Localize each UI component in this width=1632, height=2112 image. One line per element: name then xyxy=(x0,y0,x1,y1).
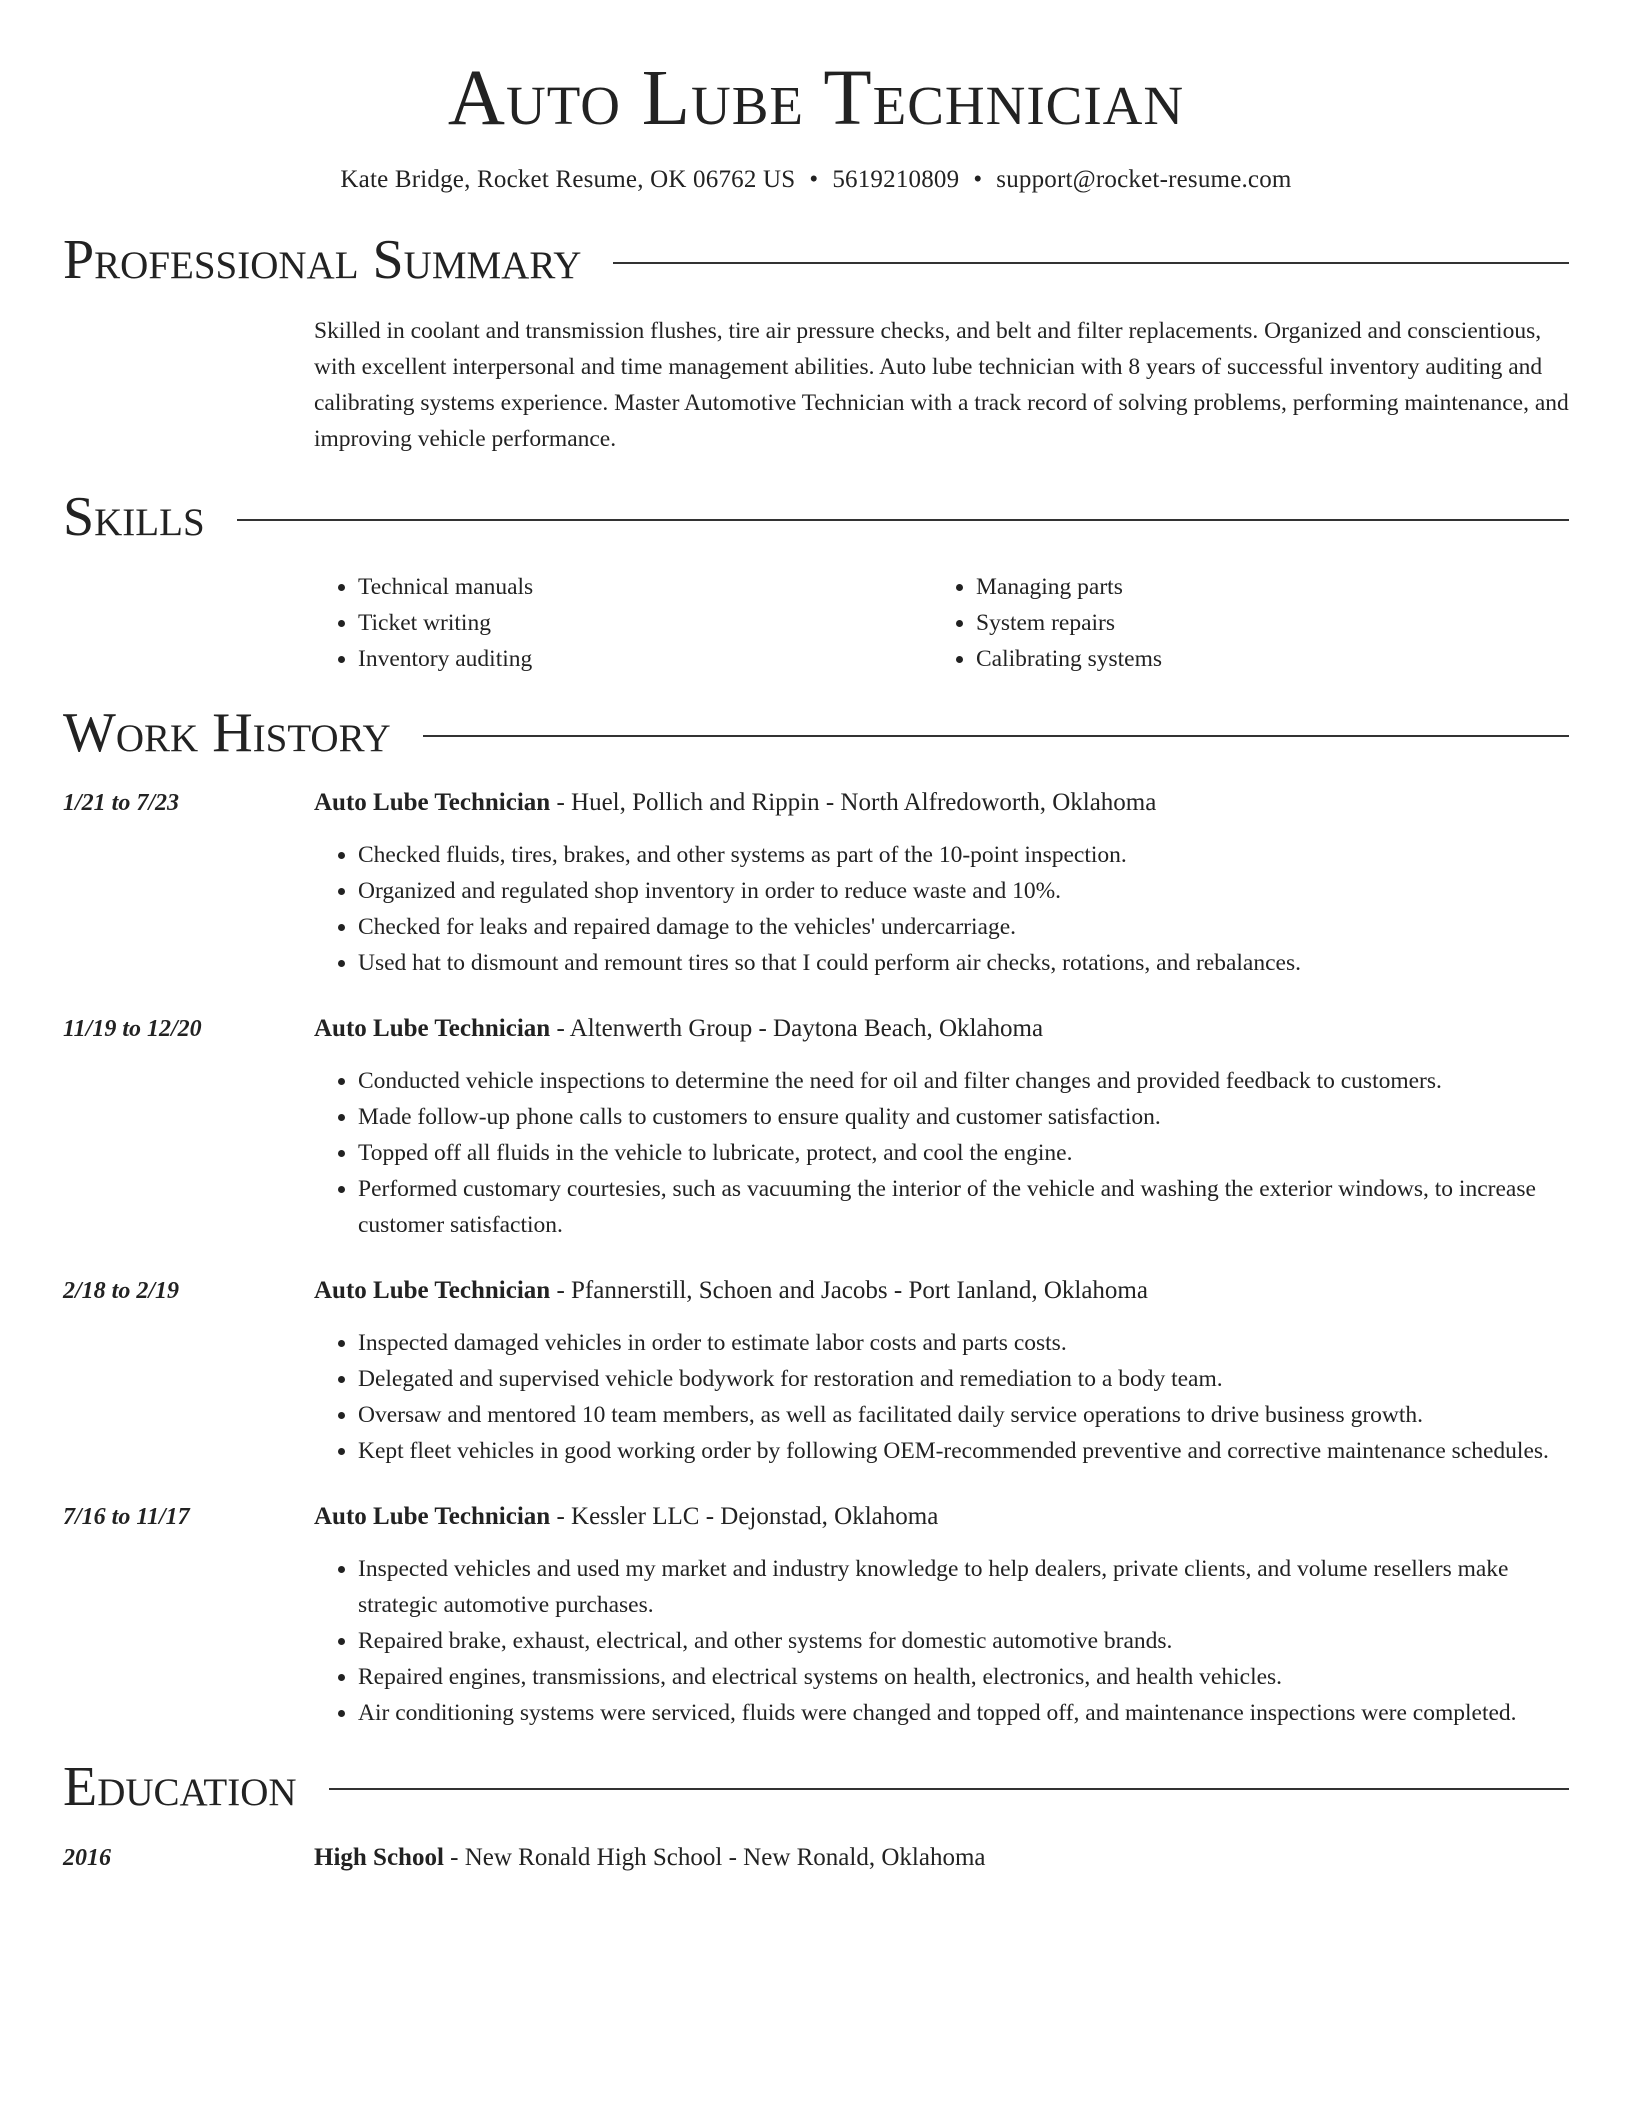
job-title: Auto Lube Technician xyxy=(314,1276,551,1304)
job-bullet: • Oversaw and mentored 10 team members, as well as facilitated daily service operations to drive business growth. xyxy=(358,1397,1569,1433)
summary-text: Skilled in coolant and transmission flushes, tire air pressure checks, and belt and filter replacements. Organized and conscientious, with excellent interpersonal and time management abilities. Auto lube technician with 8 years of successful inventory auditing and calibrating systems experience. Master Automotive Technician with a track record of solving problems, performing maintenance, and improving vehicle performance. xyxy=(314,318,1569,453)
job-date: 11/19 to 12/20 xyxy=(63,1015,202,1042)
job-bullets xyxy=(314,1063,1569,1243)
job-detail xyxy=(314,1273,1569,1469)
job-bullets xyxy=(314,1325,1569,1469)
section-divider xyxy=(423,735,1569,737)
work-section-header xyxy=(63,703,1569,765)
job-entry xyxy=(63,1499,1569,1731)
section-divider xyxy=(613,262,1569,264)
skills-section-title: Skills xyxy=(63,486,205,549)
skill-item: • Inventory auditing xyxy=(358,641,932,677)
contact-separator: • xyxy=(973,165,983,193)
job-entry xyxy=(63,785,1569,981)
contact-email: support@rocket-resume.com xyxy=(996,165,1292,193)
job-bullet: • Inspected damaged vehicles in order to estimate labor costs and parts costs. xyxy=(358,1325,1569,1361)
contact-address: Kate Bridge, Rocket Resume, OK 06762 US xyxy=(340,165,796,193)
job-heading xyxy=(314,1273,1569,1309)
job-bullet: • Inspected vehicles and used my market and industry knowledge to help dealers, private clients, and volume resellers make strategic automotive purchases. xyxy=(358,1551,1569,1623)
job-bullet: • Made follow-up phone calls to customers to ensure quality and customer satisfaction. xyxy=(358,1099,1569,1135)
job-detail xyxy=(314,1499,1569,1731)
job-company: - Pfannerstill, Schoen and Jacobs - Port Ianland, Oklahoma xyxy=(550,1276,1148,1304)
contact-separator: • xyxy=(809,165,819,193)
skill-item: • Ticket writing xyxy=(358,605,932,641)
job-heading xyxy=(314,1499,1569,1535)
job-bullet: • Used hat to dismount and remount tires so that I could perform air checks, rotations, and rebalances. xyxy=(358,945,1569,981)
job-date: 7/16 to 11/17 xyxy=(63,1503,190,1530)
education-detail xyxy=(314,1840,1569,1876)
education-degree: High School xyxy=(314,1844,444,1872)
job-heading xyxy=(314,785,1569,821)
work-section-title: Work History xyxy=(63,701,391,764)
job-company: - Huel, Pollich and Rippin - North Alfredoworth, Oklahoma xyxy=(550,788,1157,816)
job-date: 1/21 to 7/23 xyxy=(63,789,180,816)
skills-list xyxy=(314,569,1569,677)
job-bullets xyxy=(314,837,1569,981)
skill-item: • Technical manuals xyxy=(358,569,932,605)
job-bullet: • Delegated and supervised vehicle bodywork for restoration and remediation to a body team. xyxy=(358,1361,1569,1397)
job-entry xyxy=(63,1011,1569,1243)
contact-phone: 5619210809 xyxy=(832,165,960,193)
job-bullet: • Organized and regulated shop inventory in order to reduce waste and 10%. xyxy=(358,873,1569,909)
job-title: Auto Lube Technician xyxy=(314,788,551,816)
job-bullet: • Repaired brake, exhaust, electrical, and other systems for domestic automotive brands. xyxy=(358,1623,1569,1659)
job-company: - Kessler LLC - Dejonstad, Oklahoma xyxy=(550,1502,939,1530)
job-detail xyxy=(314,785,1569,981)
skills-section-header xyxy=(63,487,1569,549)
contact-line xyxy=(63,166,1569,194)
skills-column-right xyxy=(932,569,1550,677)
job-title: Auto Lube Technician xyxy=(314,1502,551,1530)
job-date: 2/18 to 2/19 xyxy=(63,1277,180,1304)
job-bullet: • Air conditioning systems were serviced, fluids were changed and topped off, and maintenance inspections were completed. xyxy=(358,1695,1569,1731)
section-divider xyxy=(237,519,1569,521)
resume-title: Auto Lube Technician xyxy=(447,55,1185,142)
skill-item: • Managing parts xyxy=(976,569,1550,605)
education-section-title: Education xyxy=(63,1755,297,1818)
job-bullet: • Kept fleet vehicles in good working order by following OEM-recommended preventive and corrective maintenance schedules. xyxy=(358,1433,1569,1469)
education-entry xyxy=(63,1840,1569,1876)
summary-section-title: Professional Summary xyxy=(63,228,582,291)
education-school: - New Ronald High School - New Ronald, Oklahoma xyxy=(443,1844,986,1872)
job-bullet: • Checked for leaks and repaired damage to the vehicles' undercarriage. xyxy=(358,909,1569,945)
job-bullet: • Topped off all fluids in the vehicle to lubricate, protect, and cool the engine. xyxy=(358,1135,1569,1171)
section-divider xyxy=(329,1788,1569,1790)
skill-item: • System repairs xyxy=(976,605,1550,641)
job-title: Auto Lube Technician xyxy=(314,1014,551,1042)
job-detail xyxy=(314,1011,1569,1243)
job-entry xyxy=(63,1273,1569,1469)
job-bullets xyxy=(314,1551,1569,1731)
job-heading xyxy=(314,1011,1569,1047)
education-section-header xyxy=(63,1757,1569,1819)
job-company: - Altenwerth Group - Daytona Beach, Oklahoma xyxy=(550,1014,1044,1042)
education-heading xyxy=(314,1840,1569,1876)
job-bullet: • Conducted vehicle inspections to determine the need for oil and filter changes and provided feedback to customers. xyxy=(358,1063,1569,1099)
summary-section-header xyxy=(63,230,1569,292)
skill-item: • Calibrating systems xyxy=(976,641,1550,677)
job-bullet: • Checked fluids, tires, brakes, and other systems as part of the 10-point inspection. xyxy=(358,837,1569,873)
education-date: 2016 xyxy=(63,1845,111,1872)
job-bullet: • Performed customary courtesies, such as vacuuming the interior of the vehicle and washing the exterior windows, to increase customer satisfaction. xyxy=(358,1171,1569,1243)
skills-column-left xyxy=(314,569,932,677)
job-bullet: • Repaired engines, transmissions, and electrical systems on health, electronics, and health vehicles. xyxy=(358,1659,1569,1695)
